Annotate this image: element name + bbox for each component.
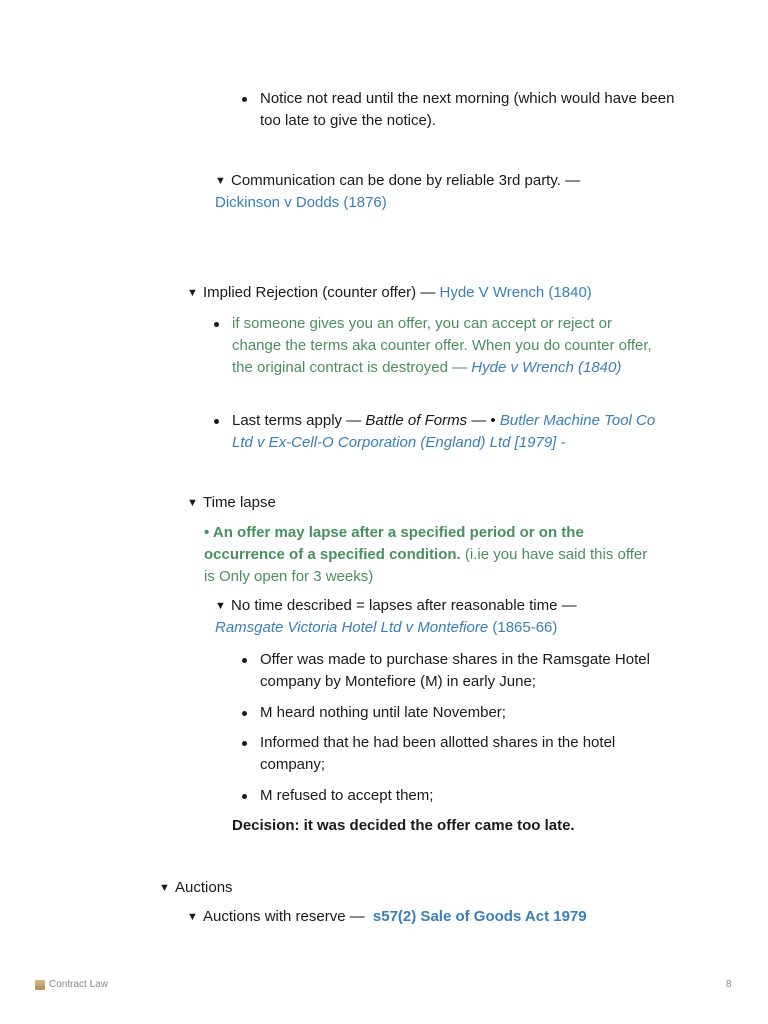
statute-s57-sale-of-goods[interactable]: s57(2) Sale of Goods Act 1979 — [372, 908, 587, 925]
bullet-dot — [242, 711, 247, 716]
implied-rejection-text: Implied Rejection (counter offer) — — [203, 284, 436, 301]
bullet-dot — [214, 419, 219, 424]
notice-not-read: Notice not read until the next morning (which would have been too late to give the notice). — [260, 90, 675, 129]
fact-item: Offer was made to purchase shares in the Ramsgate Hotel company by Montefiore (M) in early June; — [260, 651, 650, 690]
last-terms-text: Last terms apply — — [232, 412, 362, 429]
toggle-triangle-icon[interactable]: ▼ — [215, 175, 226, 187]
fact-item: M heard nothing until late November; — [260, 704, 506, 721]
time-lapse-rule — [204, 522, 654, 588]
no-time-described: No time described = lapses after reasonable time — — [231, 597, 577, 614]
bullet-dot — [242, 794, 247, 799]
last-terms-apply — [232, 410, 672, 454]
auctions-with-reserve — [203, 906, 683, 928]
implied-rejection-heading — [203, 282, 703, 304]
case-dickinson-v-dodds[interactable]: Dickinson v Dodds (1876) — [215, 194, 387, 211]
toggle-triangle-icon[interactable]: ▼ — [187, 497, 198, 509]
case-hyde-v-wrench-italic[interactable]: Hyde v Wrench (1840) — [471, 359, 622, 376]
case-ramsgate-year[interactable]: (1865-66) — [492, 619, 558, 636]
bullet-dot — [242, 741, 247, 746]
bullet-dot — [214, 322, 219, 327]
third-party-text: Communication can be done by reliable 3rd party. — — [231, 172, 581, 189]
case-butler-machine-tool[interactable]: Butler Machine Tool Co Ltd v Ex-Cell-O Corporation (England) Ltd [1979] - — [232, 412, 656, 451]
page-number: 8 — [726, 979, 732, 990]
toggle-triangle-icon[interactable]: ▼ — [215, 600, 226, 612]
time-lapse-rule-note: (i.ie you have said this offer is Only open for 3 weeks) — [204, 546, 648, 585]
battle-of-forms: Battle of Forms — [365, 412, 468, 429]
last-terms-separator: — • — [471, 412, 496, 429]
case-ramsgate-victoria-hotel[interactable]: Ramsgate Victoria Hotel Ltd v Montefiore — [215, 619, 489, 636]
counter-offer-explanation — [232, 313, 662, 379]
bullet-dot — [242, 658, 247, 663]
toggle-triangle-icon[interactable]: ▼ — [187, 287, 198, 299]
book-icon — [35, 980, 45, 990]
bullet-dot — [242, 97, 247, 102]
toggle-triangle-icon[interactable]: ▼ — [159, 882, 170, 894]
auctions-with-reserve-text: Auctions with reserve — — [203, 908, 365, 925]
time-lapse-heading: Time lapse — [203, 494, 276, 511]
toggle-triangle-icon[interactable]: ▼ — [187, 911, 198, 923]
fact-item: M refused to accept them; — [260, 787, 434, 804]
ramsgate-case-line — [215, 617, 665, 639]
footer-title: Contract Law — [49, 979, 108, 990]
counter-offer-text: if someone gives you an offer, you can accept or reject or change the terms aka counter offer. When you do counter offer, the original contract is destroyed — — [232, 315, 652, 376]
case-hyde-v-wrench[interactable]: Hyde V Wrench (1840) — [439, 284, 592, 301]
decision-text: Decision: it was decided the offer came too late. — [232, 817, 575, 834]
fact-item: Informed that he had been allotted shares in the hotel company; — [260, 734, 616, 773]
third-party-item — [231, 170, 651, 192]
time-lapse-rule-bold: • An offer may lapse after a specified period or on the occurrence of a specified condition. — [204, 524, 584, 563]
auctions-heading: Auctions — [175, 879, 233, 896]
